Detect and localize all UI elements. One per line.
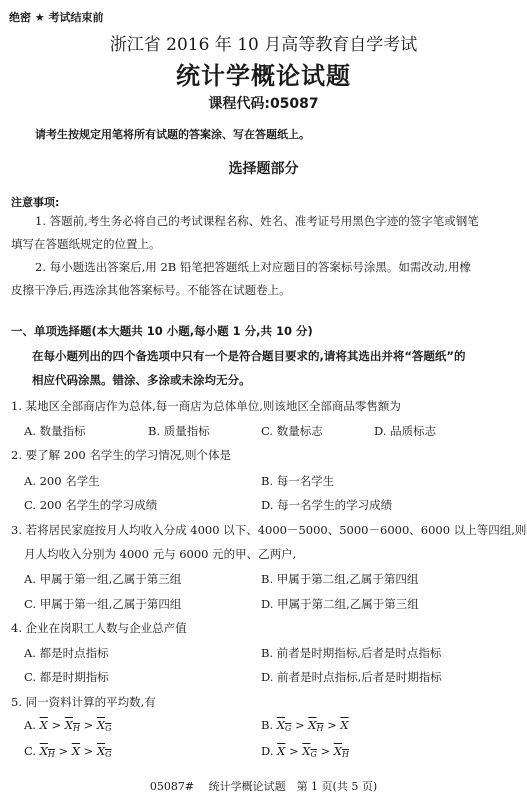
option-label: D. xyxy=(261,744,274,758)
mean-symbol: X xyxy=(333,744,342,758)
question-4-option-c: C. 都是时期指标 xyxy=(24,670,109,684)
question-4-stem: 4. 企业在岗职工人数与企业总产值 xyxy=(11,621,187,635)
greater-than: > xyxy=(288,744,299,758)
mean-symbol: $\overline{X}$ xyxy=(277,744,286,758)
question-3-option-d: D. 甲属于第二组,乙属于第三组 xyxy=(261,597,419,611)
greater-than: > xyxy=(51,718,62,732)
mean-subscript: H xyxy=(47,750,55,759)
mean-subscript: H xyxy=(72,724,80,733)
greater-than: > xyxy=(320,744,331,758)
option-label: A. xyxy=(24,718,36,732)
part-title: 选择题部分 xyxy=(228,161,299,177)
section-title: 一、单项选择题(本大题共 10 小题,每小题 1 分,共 10 分) xyxy=(11,324,313,338)
question-2-stem: 2. 要了解 200 名学生的学习情况,则个体是 xyxy=(11,448,232,462)
note-2-line-2: 皮擦干净后,再选涂其他答案标号。不能答在试题卷上。 xyxy=(11,283,291,297)
greater-than: > xyxy=(58,744,69,758)
question-1-option-a: A. 数量指标 xyxy=(24,424,86,438)
paper-title: 统计学概论试题 xyxy=(176,61,351,90)
question-5-stem: 5. 同一资料计算的平均数,有 xyxy=(11,695,156,709)
mean-symbol: $\overline{X}$ xyxy=(71,744,81,758)
mean-symbol: $\overline{X}$ xyxy=(340,718,349,732)
greater-than: > xyxy=(83,718,94,732)
option-label: C. xyxy=(24,744,37,758)
notes-heading: 注意事项: xyxy=(11,196,60,209)
note-1-line-1: 1. 答题前,考生务必将自己的考试课程名称、姓名、准考证号用黑色字迹的签字笔或钢笔 xyxy=(35,214,479,228)
question-4-option-a: A. 都是时点指标 xyxy=(24,646,109,660)
mean-subscript: H xyxy=(316,724,324,733)
question-4-option-b: B. 前者是时期指标,后者是时点指标 xyxy=(261,646,442,660)
question-3-stem-line-2: 月人均收入分别为 4000 元与 6000 元的甲、乙两户, xyxy=(24,547,297,561)
mean-symbol: X xyxy=(39,744,48,758)
mean-symbol: X xyxy=(96,718,106,732)
mean-symbol: X xyxy=(308,718,317,732)
option-label: B. xyxy=(261,718,274,732)
mean-symbol: X xyxy=(96,744,106,758)
course-code: 课程代码:05087 xyxy=(208,96,319,112)
question-2-option-c: C. 200 名学生的学习成绩 xyxy=(24,498,158,512)
mean-subscript: G xyxy=(105,750,112,759)
question-3-stem-line-1: 3. 若将居民家庭按月人均收入分成 4000 以下、4000－5000、5000－6000、6000 以上等四组,则 xyxy=(11,523,527,537)
greater-than: > xyxy=(295,718,305,732)
section-instruction-line-1: 在每小题列出的四个备选项中只有一个是符合题目要求的,请将其选出并将“答题纸”的 xyxy=(32,349,466,363)
question-3-option-c: C. 甲属于第一组,乙属于第四组 xyxy=(24,597,182,611)
mean-subscript: G xyxy=(310,750,317,759)
mean-symbol: $\overline{X}$ xyxy=(39,718,48,732)
mean-subscript: G xyxy=(284,724,292,733)
question-2-option-b: B. 每一名学生 xyxy=(261,474,335,488)
question-5-option-c xyxy=(24,744,112,759)
note-1-line-2: 填写在答题纸规定的位置上。 xyxy=(11,237,161,251)
note-2-line-1: 2. 每小题选出答案后,用 2B 铅笔把答题纸上对应题目的答案标号涂黑。如需改动,用橡 xyxy=(35,260,472,274)
greater-than: > xyxy=(83,744,94,758)
question-5-option-d xyxy=(261,744,349,759)
mean-subscript: H xyxy=(341,750,349,759)
answer-instruction: 请考生按规定用笔将所有试题的答案涂、写在答题纸上。 xyxy=(35,128,310,141)
question-1-option-d: D. 品质标志 xyxy=(374,424,437,438)
confidential-mark: 绝密 ★ 考试结束前 xyxy=(9,11,104,24)
exam-title: 浙江省 2016 年 10 月高等教育自学考试 xyxy=(109,35,418,55)
question-1-stem: 1. 某地区全部商店作为总体,每一商店为总体单位,则该地区全部商品零售额为 xyxy=(11,399,401,413)
section-instruction-line-2: 相应代码涂黑。错涂、多涂或未涂均无分。 xyxy=(32,373,251,387)
question-5-option-a xyxy=(24,718,111,733)
question-3-option-b: B. 甲属于第二组,乙属于第四组 xyxy=(261,572,419,586)
mean-subscript: G xyxy=(105,724,112,733)
question-3-option-a: A. 甲属于第一组,乙属于第三组 xyxy=(24,572,182,586)
question-2-option-a: A. 200 名学生 xyxy=(24,474,100,488)
question-4-option-d: D. 前者是时点指标,后者是时期指标 xyxy=(261,670,442,684)
question-2-option-d: D. 每一名学生的学习成绩 xyxy=(261,498,393,512)
mean-symbol: X xyxy=(64,718,73,732)
mean-symbol: X xyxy=(276,718,285,732)
greater-than: > xyxy=(327,718,337,732)
page-footer: 05087# 统计学概论试题 第 1 页(共 5 页) xyxy=(149,780,378,793)
question-5-option-b xyxy=(261,718,349,733)
question-1-option-c: C. 数量标志 xyxy=(261,424,323,438)
mean-symbol: X xyxy=(302,744,311,758)
question-1-option-b: B. 质量指标 xyxy=(148,424,210,438)
